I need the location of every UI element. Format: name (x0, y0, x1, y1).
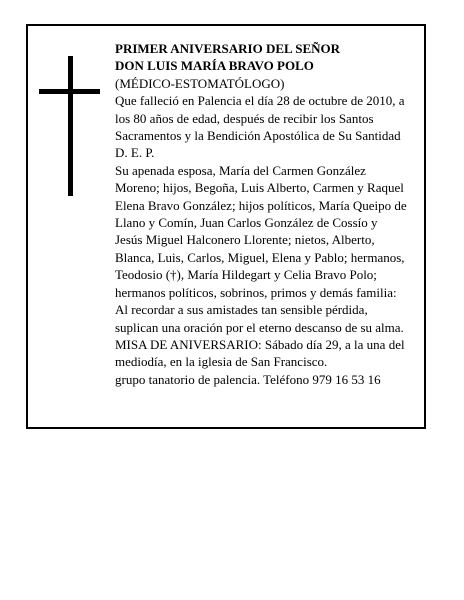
heading-line-2: DON LUIS MARÍA BRAVO POLO (115, 58, 314, 74)
cross-horizontal-bar (39, 89, 100, 94)
body-line: D. E. P. (115, 145, 155, 161)
notice-text (115, 40, 421, 388)
body-line: Teodosio (†), María Hildegart y Celia Bravo Polo; (115, 267, 377, 283)
body-line: hermanos políticos, sobrinos, primos y demás familia: (115, 284, 397, 300)
body-line: Que falleció en Palencia el día 28 de octubre de 2010, a (115, 93, 405, 109)
body-line: los 80 años de edad, después de recibir los Santos (115, 110, 374, 126)
body-line: Llano y Comín, Juan Carlos González de Cossío y (115, 215, 378, 231)
contact-line: grupo tanatorio de palencia. Teléfono 979 16 53 16 (115, 371, 381, 387)
body-line: Su apenada esposa, María del Carmen González (115, 162, 366, 178)
mass-line: MISA DE ANIVERSARIO: Sábado día 29, a la una del (115, 336, 405, 352)
obituary-notice (26, 24, 426, 429)
body-line: Blanca, Luis, Carlos, Miguel, Elena y Pablo; hermanos, (115, 249, 405, 265)
body-line: Elena Bravo González; hijos políticos, María Queipo de (115, 197, 407, 213)
mass-line: mediodía, en la iglesia de San Francisco. (115, 354, 328, 370)
body-line: Sacramentos y la Bendición Apostólica de Su Santidad (115, 128, 401, 144)
body-line: Al recordar a sus amistades tan sensible pérdida, (115, 302, 368, 318)
body-line: Jesús Miguel Halconero Llorente; nietos, Alberto, (115, 232, 375, 248)
profession: (MÉDICO-ESTOMATÓLOGO) (115, 75, 285, 91)
heading-line-1: PRIMER ANIVERSARIO DEL SEÑOR (115, 41, 341, 56)
body-line: suplican una oración por el eterno descanso de su alma. (115, 319, 404, 335)
body-line: Moreno; hijos, Begoña, Luis Alberto, Carmen y Raquel (115, 180, 404, 196)
cross-vertical-bar (68, 56, 73, 196)
